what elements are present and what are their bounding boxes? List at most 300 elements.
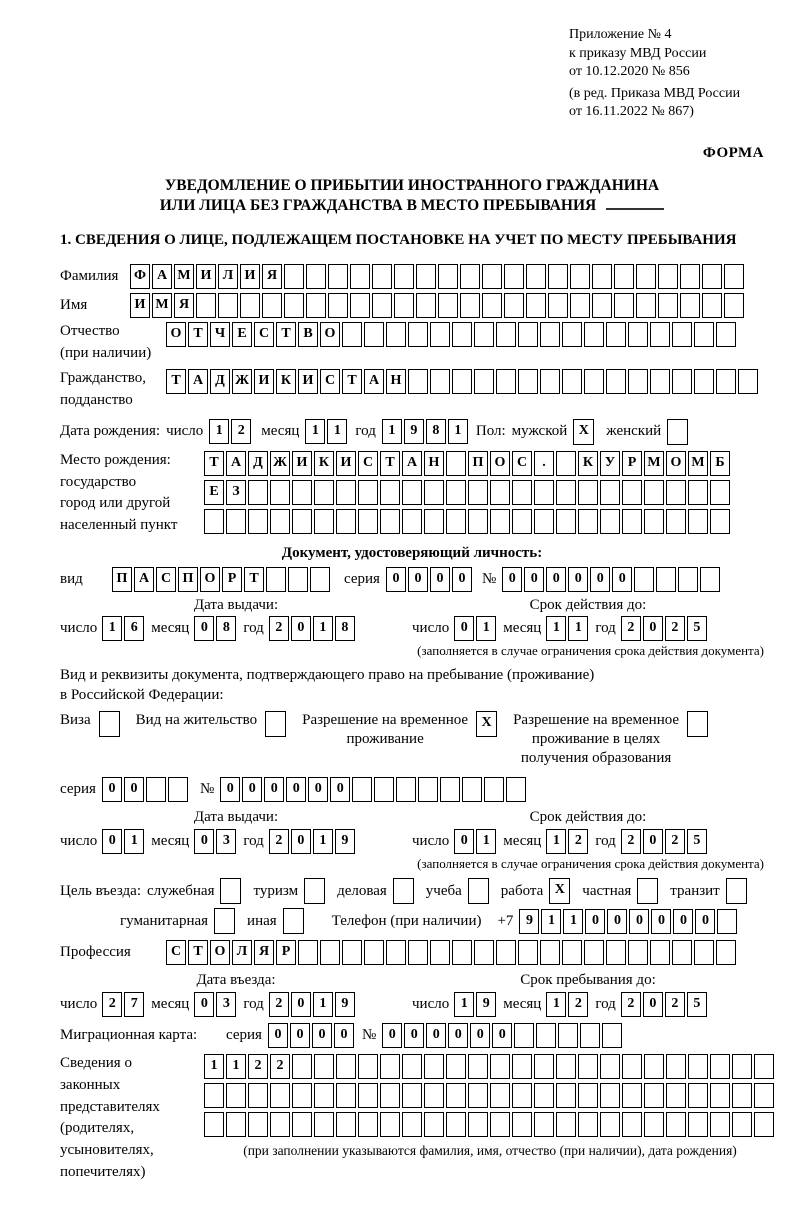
form-cell[interactable] <box>526 293 546 318</box>
form-cell[interactable]: З <box>226 480 246 505</box>
form-cell[interactable] <box>496 369 516 394</box>
purpose-tourism-checkbox[interactable] <box>304 878 325 904</box>
form-cell[interactable] <box>336 509 356 534</box>
form-cell[interactable] <box>710 1054 730 1079</box>
form-cell[interactable] <box>358 1112 378 1137</box>
form-cell[interactable] <box>468 509 488 534</box>
form-cell[interactable] <box>336 1112 356 1137</box>
form-cell[interactable] <box>716 322 736 347</box>
form-cell[interactable] <box>562 369 582 394</box>
form-cell[interactable] <box>380 509 400 534</box>
form-cell[interactable]: 0 <box>546 567 566 592</box>
form-cell[interactable]: К <box>314 451 334 476</box>
form-cell[interactable] <box>512 1083 532 1108</box>
form-cell[interactable]: 0 <box>382 1023 402 1048</box>
form-cell[interactable]: 2 <box>568 992 588 1017</box>
form-cell[interactable] <box>614 264 634 289</box>
form-cell[interactable] <box>656 567 676 592</box>
form-cell[interactable] <box>292 1054 312 1079</box>
form-cell[interactable] <box>402 1112 422 1137</box>
form-cell[interactable] <box>314 480 334 505</box>
form-cell[interactable] <box>270 1112 290 1137</box>
form-cell[interactable]: Ч <box>210 322 230 347</box>
form-cell[interactable]: М <box>688 451 708 476</box>
form-cell[interactable] <box>364 322 384 347</box>
form-cell[interactable] <box>320 940 340 965</box>
form-cell[interactable] <box>710 509 730 534</box>
form-cell[interactable] <box>606 322 626 347</box>
form-cell[interactable] <box>446 509 466 534</box>
form-cell[interactable] <box>688 1083 708 1108</box>
form-cell[interactable]: Я <box>174 293 194 318</box>
form-cell[interactable]: Т <box>276 322 296 347</box>
form-cell[interactable]: М <box>174 264 194 289</box>
form-cell[interactable]: 0 <box>334 1023 354 1048</box>
form-cell[interactable] <box>702 293 722 318</box>
form-cell[interactable] <box>658 293 678 318</box>
form-cell[interactable]: 0 <box>194 992 214 1017</box>
form-cell[interactable] <box>504 293 524 318</box>
form-cell[interactable] <box>496 940 516 965</box>
form-cell[interactable]: 0 <box>291 829 311 854</box>
form-cell[interactable]: 0 <box>194 829 214 854</box>
form-cell[interactable]: О <box>166 322 186 347</box>
form-cell[interactable]: Р <box>276 940 296 965</box>
form-cell[interactable] <box>386 322 406 347</box>
form-cell[interactable] <box>584 369 604 394</box>
form-cell[interactable]: М <box>152 293 172 318</box>
form-cell[interactable]: М <box>644 451 664 476</box>
form-cell[interactable]: Т <box>188 940 208 965</box>
form-cell[interactable] <box>584 940 604 965</box>
form-cell[interactable] <box>622 1083 642 1108</box>
form-cell[interactable] <box>512 1054 532 1079</box>
form-cell[interactable]: 1 <box>102 616 122 641</box>
form-cell[interactable] <box>226 1083 246 1108</box>
form-cell[interactable] <box>452 369 472 394</box>
form-cell[interactable] <box>462 777 482 802</box>
form-cell[interactable] <box>204 1112 224 1137</box>
form-cell[interactable] <box>342 322 362 347</box>
form-cell[interactable]: С <box>512 451 532 476</box>
form-cell[interactable] <box>248 509 268 534</box>
form-cell[interactable] <box>688 1112 708 1137</box>
form-cell[interactable]: 0 <box>330 777 350 802</box>
form-cell[interactable]: 1 <box>313 992 333 1017</box>
form-cell[interactable]: Я <box>254 940 274 965</box>
form-cell[interactable] <box>556 480 576 505</box>
form-cell[interactable]: 1 <box>546 616 566 641</box>
form-cell[interactable]: 2 <box>269 829 289 854</box>
form-cell[interactable]: 0 <box>102 829 122 854</box>
form-cell[interactable] <box>460 264 480 289</box>
form-cell[interactable] <box>644 1054 664 1079</box>
form-cell[interactable] <box>650 369 670 394</box>
form-cell[interactable]: 8 <box>216 616 236 641</box>
form-cell[interactable]: 2 <box>102 992 122 1017</box>
form-cell[interactable] <box>468 1083 488 1108</box>
form-cell[interactable] <box>578 509 598 534</box>
form-cell[interactable]: Я <box>262 264 282 289</box>
form-cell[interactable]: 0 <box>607 909 627 934</box>
form-cell[interactable] <box>446 1083 466 1108</box>
form-cell[interactable]: 8 <box>335 616 355 641</box>
purpose-official-checkbox[interactable] <box>220 878 241 904</box>
form-cell[interactable] <box>534 1054 554 1079</box>
form-cell[interactable]: Т <box>166 369 186 394</box>
form-cell[interactable]: 6 <box>124 616 144 641</box>
form-cell[interactable] <box>644 509 664 534</box>
form-cell[interactable] <box>374 777 394 802</box>
form-cell[interactable]: Д <box>248 451 268 476</box>
form-cell[interactable] <box>514 1023 534 1048</box>
form-cell[interactable]: О <box>210 940 230 965</box>
form-cell[interactable]: Т <box>380 451 400 476</box>
form-cell[interactable] <box>402 1054 422 1079</box>
form-cell[interactable] <box>534 1112 554 1137</box>
form-cell[interactable] <box>490 480 510 505</box>
form-cell[interactable] <box>218 293 238 318</box>
form-cell[interactable] <box>666 509 686 534</box>
form-cell[interactable] <box>570 293 590 318</box>
form-cell[interactable] <box>314 1054 334 1079</box>
form-cell[interactable]: 2 <box>269 992 289 1017</box>
form-cell[interactable] <box>556 1112 576 1137</box>
form-cell[interactable] <box>408 369 428 394</box>
form-cell[interactable] <box>402 480 422 505</box>
form-cell[interactable] <box>386 940 406 965</box>
form-cell[interactable] <box>717 909 737 934</box>
form-cell[interactable]: 0 <box>568 567 588 592</box>
purpose-study-checkbox[interactable] <box>468 878 489 904</box>
form-cell[interactable] <box>710 1112 730 1137</box>
form-cell[interactable] <box>446 451 466 476</box>
form-cell[interactable]: 0 <box>643 992 663 1017</box>
form-cell[interactable] <box>446 480 466 505</box>
form-cell[interactable]: Т <box>204 451 224 476</box>
form-cell[interactable] <box>496 322 516 347</box>
form-cell[interactable]: И <box>196 264 216 289</box>
form-cell[interactable]: 0 <box>585 909 605 934</box>
form-cell[interactable]: 2 <box>568 829 588 854</box>
form-cell[interactable] <box>602 1023 622 1048</box>
form-cell[interactable] <box>424 480 444 505</box>
form-cell[interactable]: О <box>666 451 686 476</box>
form-cell[interactable] <box>658 264 678 289</box>
form-cell[interactable] <box>700 567 720 592</box>
form-cell[interactable] <box>556 1054 576 1079</box>
form-cell[interactable] <box>622 480 642 505</box>
form-cell[interactable]: 0 <box>492 1023 512 1048</box>
form-cell[interactable] <box>146 777 166 802</box>
form-cell[interactable] <box>636 293 656 318</box>
form-cell[interactable] <box>196 293 216 318</box>
form-cell[interactable] <box>328 293 348 318</box>
form-cell[interactable]: Д <box>210 369 230 394</box>
form-cell[interactable] <box>270 509 290 534</box>
form-cell[interactable] <box>380 480 400 505</box>
purpose-humanitarian-checkbox[interactable] <box>214 908 235 934</box>
form-cell[interactable]: 0 <box>502 567 522 592</box>
form-cell[interactable]: С <box>156 567 176 592</box>
form-cell[interactable]: 0 <box>124 777 144 802</box>
form-cell[interactable] <box>716 369 736 394</box>
form-cell[interactable] <box>688 480 708 505</box>
form-cell[interactable] <box>562 322 582 347</box>
form-cell[interactable]: 0 <box>408 567 428 592</box>
form-cell[interactable] <box>490 1083 510 1108</box>
form-cell[interactable] <box>416 264 436 289</box>
form-cell[interactable] <box>680 264 700 289</box>
form-cell[interactable]: 2 <box>665 616 685 641</box>
form-cell[interactable]: Л <box>218 264 238 289</box>
form-cell[interactable] <box>724 293 744 318</box>
form-cell[interactable]: А <box>188 369 208 394</box>
form-cell[interactable] <box>226 1112 246 1137</box>
form-cell[interactable] <box>292 509 312 534</box>
form-cell[interactable] <box>298 940 318 965</box>
form-cell[interactable]: 1 <box>313 829 333 854</box>
form-cell[interactable]: 3 <box>216 992 236 1017</box>
form-cell[interactable] <box>518 322 538 347</box>
form-cell[interactable]: 2 <box>248 1054 268 1079</box>
form-cell[interactable]: П <box>468 451 488 476</box>
form-cell[interactable]: Л <box>232 940 252 965</box>
form-cell[interactable] <box>716 940 736 965</box>
form-cell[interactable] <box>358 480 378 505</box>
form-cell[interactable]: 0 <box>386 567 406 592</box>
form-cell[interactable] <box>724 264 744 289</box>
form-cell[interactable] <box>666 480 686 505</box>
form-cell[interactable]: И <box>292 451 312 476</box>
form-cell[interactable]: 0 <box>286 777 306 802</box>
form-cell[interactable] <box>402 1083 422 1108</box>
form-cell[interactable] <box>694 940 714 965</box>
form-cell[interactable] <box>666 1083 686 1108</box>
form-cell[interactable] <box>336 1083 356 1108</box>
form-cell[interactable]: 9 <box>335 829 355 854</box>
form-cell[interactable]: Т <box>342 369 362 394</box>
form-cell[interactable] <box>372 264 392 289</box>
form-cell[interactable]: П <box>178 567 198 592</box>
form-cell[interactable] <box>204 1083 224 1108</box>
form-cell[interactable] <box>710 1083 730 1108</box>
form-cell[interactable] <box>168 777 188 802</box>
form-cell[interactable] <box>628 940 648 965</box>
form-cell[interactable]: 1 <box>568 616 588 641</box>
form-cell[interactable] <box>584 322 604 347</box>
form-cell[interactable] <box>248 480 268 505</box>
form-cell[interactable]: А <box>364 369 384 394</box>
form-cell[interactable]: А <box>226 451 246 476</box>
form-cell[interactable]: А <box>134 567 154 592</box>
form-cell[interactable] <box>600 509 620 534</box>
form-cell[interactable]: Б <box>710 451 730 476</box>
form-cell[interactable] <box>628 369 648 394</box>
form-cell[interactable] <box>518 369 538 394</box>
form-cell[interactable]: 9 <box>519 909 539 934</box>
form-cell[interactable]: 1 <box>327 419 347 444</box>
form-cell[interactable] <box>482 264 502 289</box>
form-cell[interactable] <box>548 264 568 289</box>
form-cell[interactable]: 0 <box>308 777 328 802</box>
form-cell[interactable] <box>622 509 642 534</box>
form-cell[interactable] <box>732 1083 752 1108</box>
purpose-other-checkbox[interactable] <box>283 908 304 934</box>
form-cell[interactable] <box>424 509 444 534</box>
form-cell[interactable]: 0 <box>524 567 544 592</box>
form-cell[interactable] <box>754 1112 774 1137</box>
form-cell[interactable]: 1 <box>204 1054 224 1079</box>
form-cell[interactable] <box>468 480 488 505</box>
form-cell[interactable] <box>732 1112 752 1137</box>
form-cell[interactable] <box>474 322 494 347</box>
form-cell[interactable] <box>570 264 590 289</box>
form-cell[interactable] <box>396 777 416 802</box>
form-cell[interactable]: 9 <box>335 992 355 1017</box>
form-cell[interactable]: П <box>112 567 132 592</box>
form-cell[interactable] <box>644 480 664 505</box>
form-cell[interactable] <box>666 1054 686 1079</box>
form-cell[interactable] <box>440 777 460 802</box>
form-cell[interactable] <box>336 1054 356 1079</box>
form-cell[interactable] <box>306 293 326 318</box>
form-cell[interactable]: 1 <box>476 616 496 641</box>
form-cell[interactable]: 0 <box>454 616 474 641</box>
form-cell[interactable] <box>358 1083 378 1108</box>
form-cell[interactable] <box>666 1112 686 1137</box>
form-cell[interactable] <box>482 293 502 318</box>
form-cell[interactable] <box>314 1083 334 1108</box>
form-cell[interactable]: И <box>298 369 318 394</box>
form-cell[interactable]: 0 <box>629 909 649 934</box>
form-cell[interactable]: 0 <box>452 567 472 592</box>
form-cell[interactable] <box>288 567 308 592</box>
form-cell[interactable]: Ж <box>232 369 252 394</box>
form-cell[interactable]: 1 <box>209 419 229 444</box>
visa-checkbox[interactable] <box>99 711 120 737</box>
temp-residence-checkbox[interactable]: X <box>476 711 497 737</box>
form-cell[interactable] <box>468 1112 488 1137</box>
form-cell[interactable]: Т <box>244 567 264 592</box>
form-cell[interactable] <box>694 369 714 394</box>
form-cell[interactable] <box>644 1112 664 1137</box>
form-cell[interactable] <box>606 369 626 394</box>
form-cell[interactable]: 2 <box>621 992 641 1017</box>
form-cell[interactable] <box>672 322 692 347</box>
form-cell[interactable]: У <box>600 451 620 476</box>
form-cell[interactable]: К <box>578 451 598 476</box>
form-cell[interactable] <box>266 567 286 592</box>
form-cell[interactable]: 5 <box>687 616 707 641</box>
form-cell[interactable]: 1 <box>305 419 325 444</box>
form-cell[interactable] <box>518 940 538 965</box>
form-cell[interactable] <box>270 1083 290 1108</box>
form-cell[interactable] <box>556 1083 576 1108</box>
form-cell[interactable] <box>408 322 428 347</box>
form-cell[interactable] <box>350 293 370 318</box>
form-cell[interactable]: 1 <box>546 829 566 854</box>
form-cell[interactable]: 2 <box>621 829 641 854</box>
form-cell[interactable]: 0 <box>291 992 311 1017</box>
form-cell[interactable]: 0 <box>312 1023 332 1048</box>
form-cell[interactable] <box>484 777 504 802</box>
form-cell[interactable]: 1 <box>313 616 333 641</box>
form-cell[interactable] <box>506 777 526 802</box>
form-cell[interactable] <box>548 293 568 318</box>
form-cell[interactable] <box>474 369 494 394</box>
form-cell[interactable] <box>424 1112 444 1137</box>
form-cell[interactable]: 1 <box>546 992 566 1017</box>
form-cell[interactable] <box>600 480 620 505</box>
form-cell[interactable]: 0 <box>426 1023 446 1048</box>
form-cell[interactable] <box>694 322 714 347</box>
form-cell[interactable]: В <box>298 322 318 347</box>
form-cell[interactable]: 0 <box>220 777 240 802</box>
form-cell[interactable] <box>380 1083 400 1108</box>
form-cell[interactable] <box>446 1112 466 1137</box>
form-cell[interactable]: Т <box>188 322 208 347</box>
form-cell[interactable] <box>424 1083 444 1108</box>
form-cell[interactable] <box>606 940 626 965</box>
form-cell[interactable] <box>680 293 700 318</box>
form-cell[interactable] <box>556 451 576 476</box>
form-cell[interactable]: Ж <box>270 451 290 476</box>
form-cell[interactable] <box>430 369 450 394</box>
form-cell[interactable] <box>540 369 560 394</box>
form-cell[interactable] <box>364 940 384 965</box>
form-cell[interactable] <box>474 940 494 965</box>
form-cell[interactable]: 9 <box>404 419 424 444</box>
form-cell[interactable]: 1 <box>541 909 561 934</box>
form-cell[interactable] <box>394 264 414 289</box>
form-cell[interactable] <box>754 1083 774 1108</box>
form-cell[interactable] <box>644 1083 664 1108</box>
form-cell[interactable]: 0 <box>264 777 284 802</box>
form-cell[interactable]: 0 <box>291 616 311 641</box>
gender-male-checkbox[interactable]: X <box>573 419 594 445</box>
form-cell[interactable]: И <box>130 293 150 318</box>
form-cell[interactable] <box>636 264 656 289</box>
form-cell[interactable] <box>534 509 554 534</box>
form-cell[interactable] <box>402 509 422 534</box>
form-cell[interactable]: . <box>534 451 554 476</box>
form-cell[interactable] <box>622 1054 642 1079</box>
form-cell[interactable] <box>556 509 576 534</box>
form-cell[interactable] <box>430 940 450 965</box>
form-cell[interactable] <box>600 1054 620 1079</box>
form-cell[interactable] <box>536 1023 556 1048</box>
form-cell[interactable] <box>446 1054 466 1079</box>
form-cell[interactable] <box>628 322 648 347</box>
form-cell[interactable] <box>418 777 438 802</box>
form-cell[interactable] <box>688 509 708 534</box>
form-cell[interactable] <box>438 293 458 318</box>
form-cell[interactable] <box>512 509 532 534</box>
form-cell[interactable] <box>460 293 480 318</box>
form-cell[interactable] <box>336 480 356 505</box>
form-cell[interactable]: 0 <box>643 829 663 854</box>
form-cell[interactable] <box>468 1054 488 1079</box>
form-cell[interactable] <box>540 940 560 965</box>
form-cell[interactable]: 1 <box>448 419 468 444</box>
form-cell[interactable]: С <box>254 322 274 347</box>
form-cell[interactable] <box>562 940 582 965</box>
form-cell[interactable]: С <box>320 369 340 394</box>
form-cell[interactable] <box>540 322 560 347</box>
form-cell[interactable]: И <box>336 451 356 476</box>
form-cell[interactable]: С <box>166 940 186 965</box>
